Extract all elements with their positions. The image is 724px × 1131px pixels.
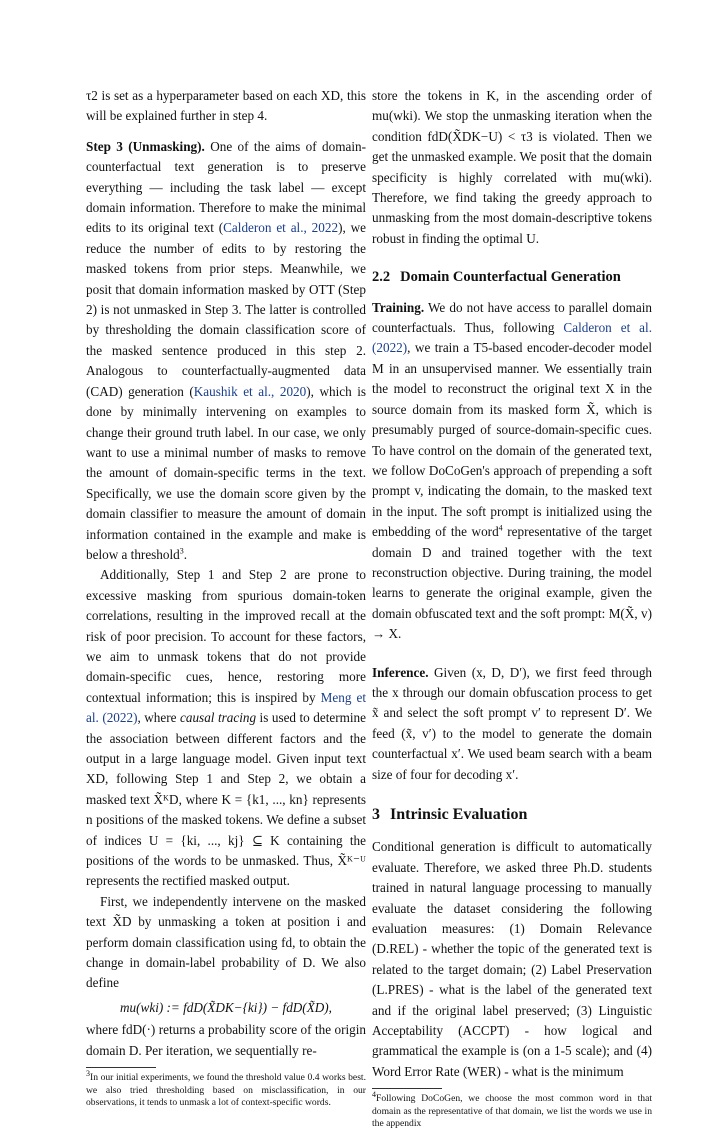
training-text-b: , we train a T5-based encoder-decoder model M in an unsupervised manner. We essentially train the model to reconstruct the original text X in the source domain from its masked form X̃, which is presumably purged of source-domain-specific cues. To have control on the domain of the generated text, we follow DoCoGen's approach of prepending a soft prompt v, indicating the domain, to the masked text in the input. The soft prompt is initialized using the embedding of the word xyxy=(372,340,652,540)
paragraph-first: First, we independently intervene on the masked text X̃D by unmasking a token at position i and perform domain classification using fd, to obtain the change in domain-label probability of D. We also define xyxy=(86,893,366,991)
citation-calderon-2022[interactable]: Calderon et al., 2022 xyxy=(223,220,339,236)
citation-kaushik[interactable]: Kaushik et al., 2020 xyxy=(193,383,307,399)
section-3-number: 3 xyxy=(372,806,380,823)
section-3-title: Intrinsic Evaluation xyxy=(390,806,528,823)
equation-mu: mu(wki) := fdD(X̃DK−{ki}) − fdD(X̃D), xyxy=(120,999,332,1015)
footnote-4-text: Following DoCoGen, we choose the most common word in that domain as the representative of that domain, we list the words we use in the appendix xyxy=(372,1093,652,1130)
step3-text-a: One of the aims of domain-counterfactual text generation is to preserve everything — including the task label — except domain information. Therefore to make the minimal edits to its original text ( xyxy=(86,138,366,236)
step3-heading: Step 3 (Unmasking). xyxy=(86,138,205,154)
training-heading: Training. xyxy=(372,299,425,315)
paragraph-training xyxy=(372,298,652,645)
citation-calderon[interactable]: Calderon et al. (2022) xyxy=(372,320,652,356)
step3-text-c: ), which is done by minimally intervening on examples to change their ground truth label. In our case, we only want to use a minimal number of masks to remove the amount of domain-specific terms in the text. Specifically, we use the domain score given by the domain classifier to measure the amount of domain information contained in the example and make is below a threshold xyxy=(86,383,367,562)
footnote-rule-right xyxy=(372,1088,442,1089)
training-text-a: We do not have access to parallel domain counterfactuals. Thus, following xyxy=(372,299,652,336)
footnote-4-mark: 4 xyxy=(372,1090,376,1100)
paragraph-intrinsic: Conditional generation is difficult to automatically evaluate. Therefore, we asked three Ph.D. students trained in natural language processing to manually evaluate the dataset considering the following evaluation measures: (1) Domain Relevance (D.REL) - whether the topic of the generated text is related to the target domain; (2) Label Preservation (L.PRES) - what is the label of the generated text and if the original label preserved; (3) Linguistic Acceptability (ACCPT) - how logical and grammatical the example is (on a 1-5 scale); and (4) Word Error Rate (WER) - what is the minimum xyxy=(372,839,652,1079)
citation-meng[interactable]: Meng et al. (2022) xyxy=(86,689,366,726)
section-2-2-number: 2.2 xyxy=(372,269,391,286)
section-2-2-title: Domain Counterfactual Generation xyxy=(400,269,621,286)
footnote-3-mark: 3 xyxy=(86,1068,90,1078)
step3-text-b: ), we reduce the number of edits to by restoring the masked tokens from prior steps. Meanwhile, we posit that domain information masked by OTT (Step 2) is not unmasked in Step 3. The latter is controlled by thresholding the domain classification score of the masked sentence produced in this step 2. Analogous to counterfactually-augmented data (CAD) generation ( xyxy=(86,220,366,399)
additionally-text-a: Additionally, Step 1 and Step 2 are prone to excessive masking from spurious domain-token correlations, resulting in the improved recall at the risk of poor precision. To account for these factors, we aim to unmask tokens that do not provide domain-specific cues, hence, restoring more contextual information; this is inspired by xyxy=(86,567,366,705)
right-column xyxy=(372,86,652,1131)
training-text-c: representative of the target domain D and trained together with the text reconstruction objective. During training, the model learns to generate the original example, given the domain obfuscated text and the soft prompt: M(X̃, v) → X. xyxy=(372,524,652,642)
footnote-4 xyxy=(372,1090,652,1131)
footnote-mark-4[interactable]: 4 xyxy=(498,523,503,533)
paragraph-store: store the tokens in K, in the ascending order of mu(wki). We stop the unmasking iteration when the condition fdD(X̃DK−U) < τ3 is violated. Then we get the unmasked example. We posit that the domain specificity is highly correlated with mu(wki). Therefore, we find taking the greedy approach to unmasking from the most domain-descriptive tokens robust in finding the optimal U. xyxy=(372,88,652,246)
inference-heading: Inference. xyxy=(372,664,429,680)
inference-text: Given (x, D, D′), we first feed through the x through our domain obfuscation process to get x̃ and select the soft prompt v′ to represent D′. We feed (x̃, v′) to the model to generate the domain counterfactual x′. We used beam search with a beam size of four for decoding x′. xyxy=(372,664,653,782)
additionally-text-c: is used to determine the association between different factors and the output in a large language model. Given input text XD, following Step 1 and Step 2, we obtain a masked text X̃ᴷD, where K = {k1, ..., kn} represents n positions of the masked tokens. We define a subset of indices U = {ki, ..., kj} ⊆ K containing the positions of the words to be unmasked. Thus, X̃ᴷ⁻ᵁ represents the rectified masked output. xyxy=(86,710,367,889)
paragraph-tau2: τ2 is set as a hyperparameter based on each XD, this will be explained further in step 4. xyxy=(86,88,366,124)
left-column xyxy=(86,86,366,1110)
section-3-heading xyxy=(372,805,652,825)
footnote-3-text: In our initial experiments, we found the threshold value 0.4 works best. we also tried thresholding based on misclassification, in our observations, it tends to unmask a lot of context-specific words. xyxy=(86,1072,366,1109)
footnote-3 xyxy=(86,1068,366,1110)
paragraph-step3: Step 3 (Unmasking). One of the aims of domain-counterfactual text generation is to preserve everything — including the task label — except domain information. Therefore to make the minimal edits to its original text (Calderon et al., 2022), we reduce the number of edits to by restoring the masked tokens from prior steps. Meanwhile, we posit that domain information masked by OTT (Step 2) is not unmasked in Step 3. The latter is controlled by thresholding the domain classification score of the masked sentence produced in this step 2. Analogous to counterfactually-augmented data (CAD) generation (Kaushik et al., 2020), which is done by minimally intervening on examples to change their ground truth label. In our case, we only want to use a minimal number of masks to remove the amount of domain-specific terms in the text. Specifically, we use the domain score given by the domain classifier to measure the amount of domain information contained in the example and make is below a threshold$^3$. xyxy=(86,138,367,562)
paragraph-where: where fdD(·) returns a probability score of the origin domain D. Per iteration, we sequentially re- xyxy=(86,1022,366,1058)
section-2-2-heading xyxy=(372,267,652,287)
footnote-rule xyxy=(86,1067,156,1068)
paragraph-additionally xyxy=(86,565,366,892)
causal-tracing-term: causal tracing xyxy=(180,710,257,726)
paragraph-inference xyxy=(372,663,652,785)
footnote-mark-3[interactable]: 3 xyxy=(179,546,184,556)
additionally-text-b: , where xyxy=(137,710,181,726)
